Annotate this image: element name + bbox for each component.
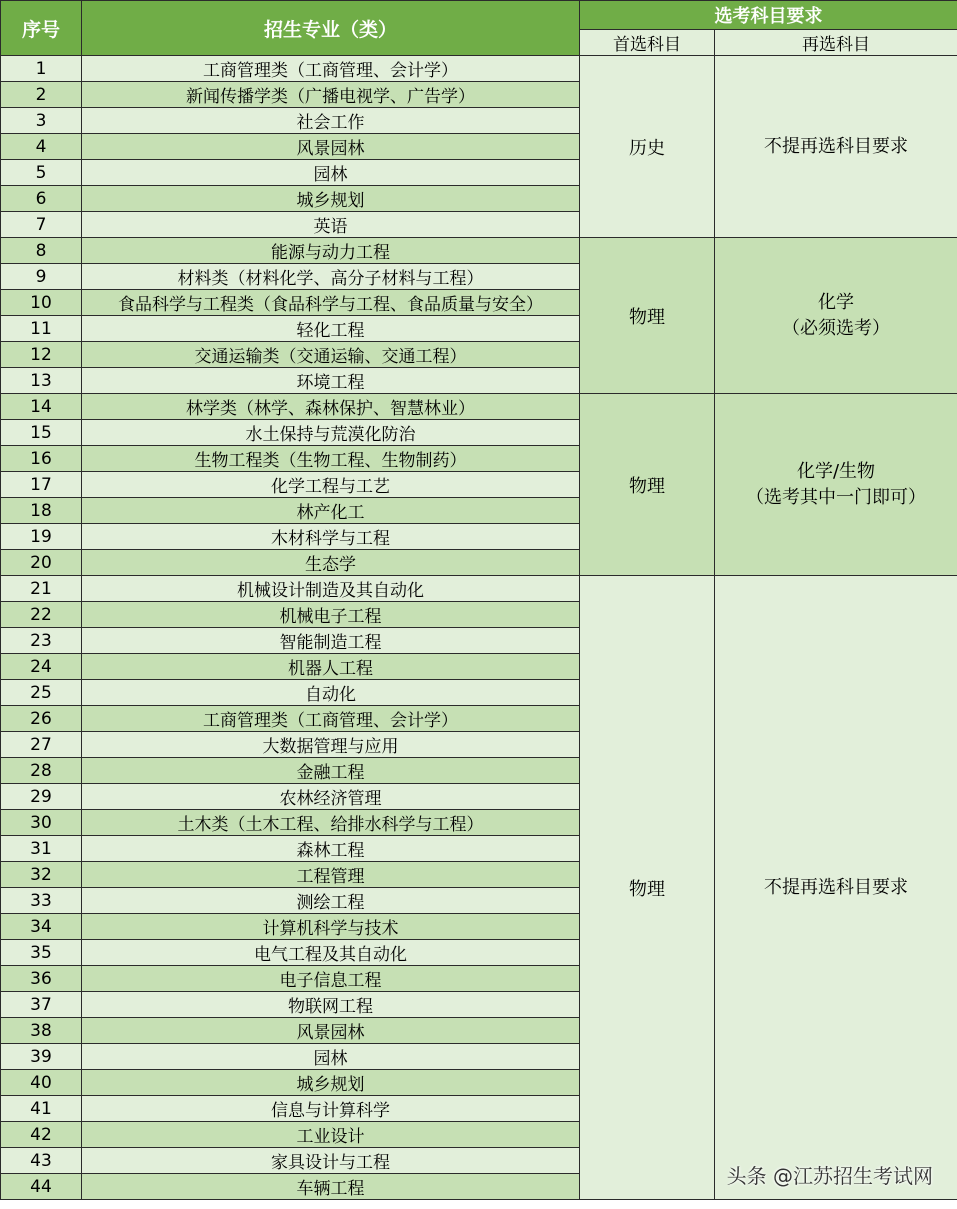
first-subject-cell: 历史	[580, 56, 715, 238]
row-number: 39	[1, 1044, 82, 1070]
row-number: 9	[1, 264, 82, 290]
first-subject-cell: 物理	[580, 576, 715, 1200]
watermark	[727, 1160, 933, 1189]
row-number: 4	[1, 134, 82, 160]
major-name: 新闻传播学类（广播电视学、广告学）	[82, 82, 580, 108]
row-number: 14	[1, 394, 82, 420]
second-subject-line: （选考其中一门即可）	[746, 486, 926, 508]
row-number: 15	[1, 420, 82, 446]
major-name: 物联网工程	[82, 992, 580, 1018]
row-number: 3	[1, 108, 82, 134]
row-number: 10	[1, 290, 82, 316]
second-subject-line: 不提再选科目要求	[764, 876, 908, 898]
major-name: 城乡规划	[82, 186, 580, 212]
row-number: 27	[1, 732, 82, 758]
major-name: 材料类（材料化学、高分子材料与工程）	[82, 264, 580, 290]
major-name: 风景园林	[82, 134, 580, 160]
major-name: 环境工程	[82, 368, 580, 394]
major-name: 风景园林	[82, 1018, 580, 1044]
row-number: 18	[1, 498, 82, 524]
major-name: 城乡规划	[82, 1070, 580, 1096]
row-number: 30	[1, 810, 82, 836]
row-number: 1	[1, 56, 82, 82]
major-name: 工商管理类（工商管理、会计学）	[82, 706, 580, 732]
row-number: 21	[1, 576, 82, 602]
row-number: 31	[1, 836, 82, 862]
header-second-subject: 再选科目	[715, 30, 957, 56]
row-number: 12	[1, 342, 82, 368]
major-name: 园林	[82, 1044, 580, 1070]
table-row	[1, 238, 957, 264]
row-number: 32	[1, 862, 82, 888]
row-number: 33	[1, 888, 82, 914]
watermark-text: 头条 @江苏招生考试网	[726, 1164, 933, 1188]
row-number: 35	[1, 940, 82, 966]
row-number: 20	[1, 550, 82, 576]
major-name: 能源与动力工程	[82, 238, 580, 264]
major-name: 机器人工程	[82, 654, 580, 680]
second-subject-line: 化学/生物	[796, 460, 876, 482]
major-name: 计算机科学与技术	[82, 914, 580, 940]
major-name: 信息与计算科学	[82, 1096, 580, 1122]
major-name: 智能制造工程	[82, 628, 580, 654]
second-subject-line: 不提再选科目要求	[764, 135, 908, 157]
major-name: 自动化	[82, 680, 580, 706]
major-name: 园林	[82, 160, 580, 186]
major-name: 化学工程与工艺	[82, 472, 580, 498]
major-name: 大数据管理与应用	[82, 732, 580, 758]
major-name: 土木类（土木工程、给排水科学与工程）	[82, 810, 580, 836]
major-name: 电子信息工程	[82, 966, 580, 992]
row-number: 26	[1, 706, 82, 732]
major-name: 车辆工程	[82, 1174, 580, 1200]
major-name: 家具设计与工程	[82, 1148, 580, 1174]
header-requirement: 选考科目要求	[580, 1, 957, 30]
major-name: 电气工程及其自动化	[82, 940, 580, 966]
row-number: 43	[1, 1148, 82, 1174]
table-row	[1, 576, 957, 602]
major-name: 英语	[82, 212, 580, 238]
second-subject-line: （必须选考）	[782, 317, 890, 339]
row-number: 11	[1, 316, 82, 342]
major-name: 生物工程类（生物工程、生物制药）	[82, 446, 580, 472]
second-subject-line: 化学	[818, 291, 854, 313]
major-name: 机械设计制造及其自动化	[82, 576, 580, 602]
second-subject-cell	[715, 56, 957, 238]
row-number: 13	[1, 368, 82, 394]
table-body	[1, 56, 957, 1200]
first-subject-cell: 物理	[580, 238, 715, 394]
row-number: 29	[1, 784, 82, 810]
row-number: 6	[1, 186, 82, 212]
major-name: 交通运输类（交通运输、交通工程）	[82, 342, 580, 368]
row-number: 2	[1, 82, 82, 108]
major-name: 社会工作	[82, 108, 580, 134]
row-number: 41	[1, 1096, 82, 1122]
row-number: 23	[1, 628, 82, 654]
row-number: 36	[1, 966, 82, 992]
row-number: 8	[1, 238, 82, 264]
row-number: 7	[1, 212, 82, 238]
major-name: 木材科学与工程	[82, 524, 580, 550]
major-name: 农林经济管理	[82, 784, 580, 810]
row-number: 17	[1, 472, 82, 498]
row-number: 22	[1, 602, 82, 628]
row-number: 25	[1, 680, 82, 706]
row-number: 38	[1, 1018, 82, 1044]
major-name: 工业设计	[82, 1122, 580, 1148]
row-number: 19	[1, 524, 82, 550]
major-name: 生态学	[82, 550, 580, 576]
second-subject-cell	[715, 394, 957, 576]
major-name: 金融工程	[82, 758, 580, 784]
row-number: 34	[1, 914, 82, 940]
row-number: 16	[1, 446, 82, 472]
second-subject-cell	[715, 576, 957, 1200]
header-seq: 序号	[1, 1, 82, 56]
major-name: 食品科学与工程类（食品科学与工程、食品质量与安全）	[82, 290, 580, 316]
major-name: 工商管理类（工商管理、会计学）	[82, 56, 580, 82]
major-name: 林产化工	[82, 498, 580, 524]
second-subject-cell	[715, 238, 957, 394]
major-name: 工程管理	[82, 862, 580, 888]
major-name: 林学类（林学、森林保护、智慧林业）	[82, 394, 580, 420]
major-name: 轻化工程	[82, 316, 580, 342]
major-name: 水土保持与荒漠化防治	[82, 420, 580, 446]
row-number: 28	[1, 758, 82, 784]
row-number: 5	[1, 160, 82, 186]
row-number: 44	[1, 1174, 82, 1200]
first-subject-cell: 物理	[580, 394, 715, 576]
major-name: 机械电子工程	[82, 602, 580, 628]
major-name: 测绘工程	[82, 888, 580, 914]
header-major: 招生专业（类）	[82, 1, 580, 56]
row-number: 42	[1, 1122, 82, 1148]
row-number: 24	[1, 654, 82, 680]
row-number: 40	[1, 1070, 82, 1096]
table-header	[1, 1, 957, 56]
header-first-subject: 首选科目	[580, 30, 715, 56]
major-name: 森林工程	[82, 836, 580, 862]
row-number: 37	[1, 992, 82, 1018]
table-row	[1, 56, 957, 82]
table-row	[1, 394, 957, 420]
